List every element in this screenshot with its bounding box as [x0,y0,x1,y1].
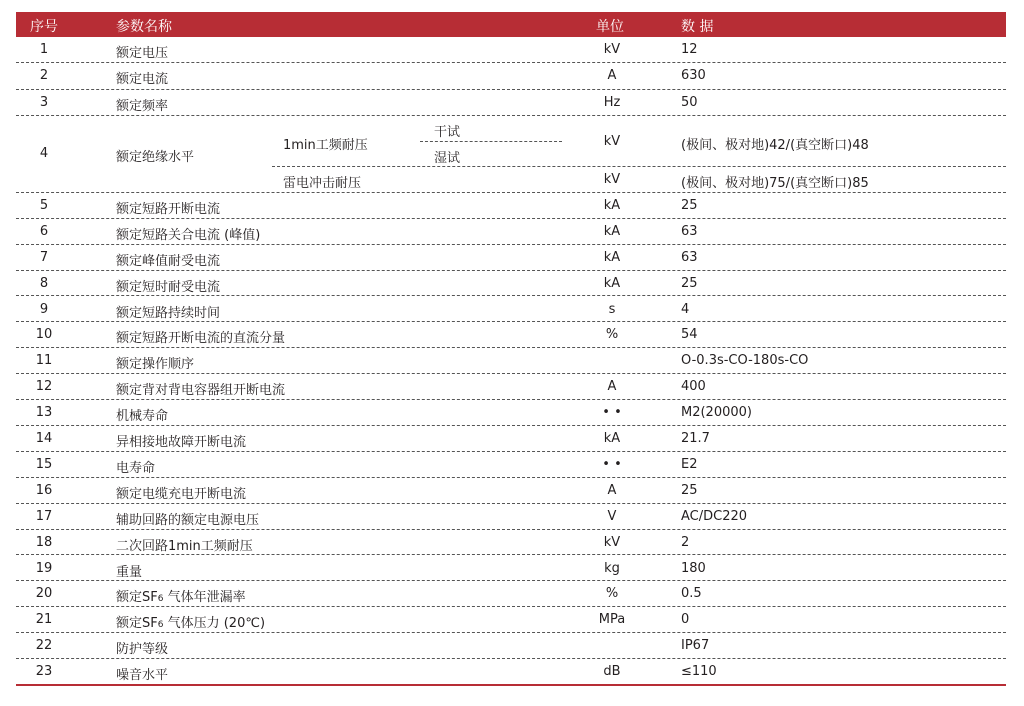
parameter-name [116,327,285,346]
table-header [16,12,1006,37]
parameter-name [116,95,168,114]
value: 54 [681,327,698,343]
table-row [16,478,1006,504]
parameter-name-text: 额定频率 [116,98,169,114]
parameter-name-text: 机械寿命 [116,409,169,425]
parameter-name [116,509,259,528]
parameter-name-text: 额定操作顺序 [116,357,195,373]
parameter-name-tail: 气体年泄漏率 [163,590,246,606]
row-number: 14 [35,431,53,446]
parameter-name-text: 额定电流 [116,72,169,88]
value: 400 [681,379,706,395]
unit: Hz [603,94,621,110]
parameter-name [116,664,168,683]
row-number: 6 [39,223,49,239]
table-row [16,581,1006,607]
sub-parameter-name: 雷电冲击耐压 [283,175,362,191]
unit: kA [603,197,621,213]
parameter-name-text: 二次回路1min工频耐压 [116,538,253,554]
row-number: 23 [35,664,53,680]
header-value: 数 据 [681,19,714,35]
parameter-name-text: 电寿命 [116,460,156,476]
unit: kV [603,171,621,187]
parameter-name-text: 噪音水平 [116,668,169,684]
parameter-name [116,457,155,476]
row-number: 16 [35,482,53,498]
parameter-name-text: 辅助回路的额定电源电压 [116,512,260,528]
row-number: 4 [39,145,49,161]
value: 0 [681,612,690,628]
table-row [16,245,1006,271]
row-number: 17 [35,508,53,524]
parameter-name [116,535,253,554]
unit: kV [603,534,621,550]
value: 63 [681,223,698,239]
parameter-name: 额定绝缘水平 [116,149,195,165]
value: AC/DC220 [681,508,748,524]
table-row [16,297,1006,323]
value: (极间、极对地)75/(真空断口)85 [681,175,869,191]
parameter-name [116,405,168,424]
value: 50 [681,94,698,110]
unit: MPa [598,612,626,628]
table-row [16,90,1006,116]
parameter-name [116,483,246,502]
value: 12 [681,42,698,57]
table-row [16,633,1006,659]
parameter-name-text: 额定短路开断电流的直流分量 [116,331,286,347]
parameter-name-text: 额定短时耐受电流 [116,279,221,295]
unit: % [605,586,619,602]
value: 630 [681,68,706,84]
table-row [16,322,1006,348]
row-number: 22 [35,638,53,654]
value: 4 [681,301,690,317]
row-number: 1 [39,42,49,57]
parameter-name-text: 异相接地故障开断电流 [116,435,247,450]
unit: A [607,379,617,395]
unit: A [607,68,617,84]
parameter-name [116,250,220,269]
unit: kA [603,249,621,265]
value: 0.5 [681,586,702,602]
unit: kA [603,275,621,291]
row-number: 3 [39,94,49,110]
row-number: 9 [39,301,49,317]
parameter-name-text: 额定电缆充电开断电流 [116,486,247,502]
table-row [16,504,1006,530]
table-row [16,63,1006,89]
parameter-name-text: 防护等级 [116,642,169,658]
parameter-name [116,612,265,631]
parameter-name [116,42,168,61]
row-number: 5 [39,197,49,213]
parameter-name [116,586,246,605]
parameter-name [116,224,260,243]
table-row [16,348,1006,374]
value: M2(20000) [681,405,752,421]
header-no: 序号 [30,19,58,35]
unit: kA [603,431,621,446]
divider [272,166,1006,167]
header-name: 参数名称 [116,19,172,35]
value: 25 [681,197,698,213]
table-row [16,374,1006,400]
parameter-name-text: 额定短路持续时间 [116,305,221,321]
parameter-name-text: 额定短路开断电流 [116,201,221,217]
value: 2 [681,534,690,550]
parameter-name [116,198,220,217]
unit: kV [603,133,621,149]
table-row [16,659,1006,686]
parameter-name-text: 额定SF [116,590,158,606]
row-number: 10 [35,327,53,343]
parameter-name-text: 额定峰值耐受电流 [116,253,221,269]
unit: • • [602,405,622,421]
table-row [16,219,1006,245]
table-row [16,400,1006,426]
table-row [16,116,1006,193]
value: (极间、极对地)42/(真空断口)48 [681,137,869,153]
row-number: 21 [35,612,53,628]
value: E2 [681,456,698,472]
row-number: 18 [35,534,53,550]
table-row [16,607,1006,633]
unit: dB [603,664,621,680]
unit: kg [604,560,620,576]
parameter-name [116,68,168,87]
subscript: 6 [157,594,164,605]
table-row [16,556,1006,582]
value: 63 [681,249,698,265]
row-number: 13 [35,405,53,421]
table-row [16,193,1006,219]
subscript: 6 [157,620,164,631]
row-number: 2 [39,68,49,84]
unit: kA [603,223,621,239]
table-row [16,530,1006,556]
parameter-name-tail: 气体压力 (20℃) [163,616,266,632]
test-type: 干试 [434,124,461,140]
parameter-name-text: 额定SF [116,616,158,632]
parameter-name-text: 重量 [116,564,143,580]
value: 25 [681,482,698,498]
parameter-name [116,276,220,295]
parameter-name [116,431,246,450]
parameter-name-text: 额定电压 [116,46,169,61]
parameter-name-text: 额定背对背电容器组开断电流 [116,383,286,399]
parameter-name-text: 额定短路关合电流 (峰值) [116,227,261,243]
unit: A [607,482,617,498]
parameter-name [116,561,142,580]
unit: V [607,508,617,524]
row-number: 15 [35,456,53,472]
parameter-name [116,353,194,372]
table-row [16,452,1006,478]
unit: % [605,327,619,343]
row-number: 8 [39,275,49,291]
parameter-name [116,379,285,398]
unit: • • [602,456,622,472]
test-type: 湿试 [434,150,461,166]
value: O-0.3s-CO-180s-CO [681,353,809,369]
row-number: 11 [35,353,53,369]
header-unit: 单位 [596,19,624,35]
row-number: 19 [35,560,53,576]
unit: s [608,301,616,317]
row-number: 20 [35,586,53,602]
value: 25 [681,275,698,291]
divider [420,141,562,142]
value: 21.7 [681,431,710,446]
table-row [16,271,1006,297]
value: ≤110 [681,664,717,680]
table-row [16,426,1006,452]
value: 180 [681,560,706,576]
sub-parameter-name: 1min工频耐压 [283,137,368,153]
row-number: 7 [39,249,49,265]
parameter-name [116,638,168,657]
unit: kV [603,42,621,57]
parameter-name [116,302,220,321]
value: IP67 [681,638,710,654]
row-number: 12 [35,379,53,395]
table-row [16,37,1006,63]
